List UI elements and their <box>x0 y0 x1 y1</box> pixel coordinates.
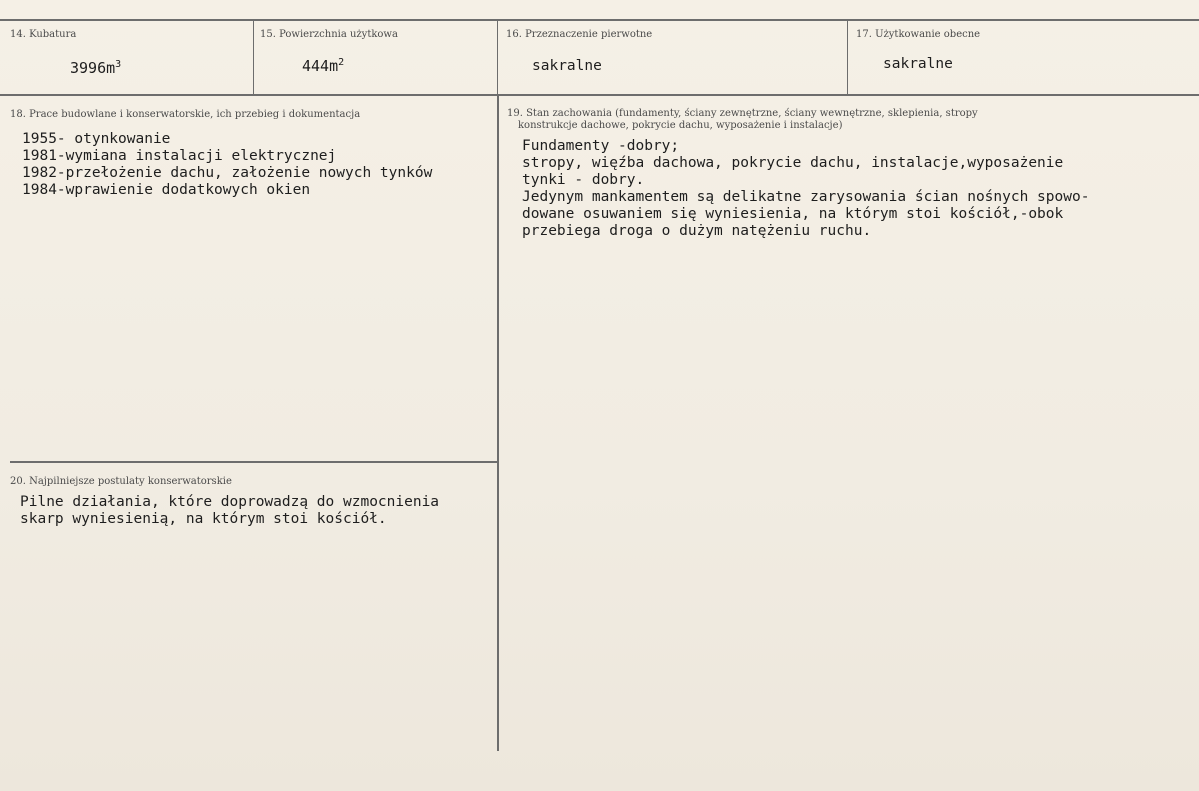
col-divider-14-15 <box>253 20 254 95</box>
kubatura-number: 3996m <box>70 59 116 77</box>
field-16-value: sakralne <box>532 58 602 74</box>
field-19-label-line-1: 19. Stan zachowania (fundamenty, ściany zewnętrzne, ściany wewnętrzne, sklepienia, stropy <box>507 108 978 119</box>
field-20-label: 20. Najpilniejsze postulaty konserwatorskie <box>10 476 232 487</box>
col-divider-main <box>497 95 499 751</box>
field-18-line-4: 1984-wprawienie dodatkowych okien <box>22 182 311 198</box>
field-19-line-2: stropy, więźba dachowa, pokrycie dachu, instalacje,wyposażenie <box>522 155 1064 171</box>
field-19-line-6: przebiega droga o dużym natężeniu ruchu. <box>522 223 872 239</box>
field-19-label-line-2: konstrukcje dachowe, pokrycie dachu, wyposażenie i instalacje) <box>518 120 843 131</box>
powierzchnia-number: 444m <box>302 57 339 75</box>
field-20-line-2: skarp wyniesienią, na którym stoi kościół. <box>20 511 387 527</box>
section-20-divider-line <box>10 461 498 463</box>
col-divider-16-17 <box>847 20 848 95</box>
row-divider-line <box>0 94 1199 96</box>
field-15-value <box>302 58 344 75</box>
field-16-label: 16. Przeznaczenie pierwotne <box>506 29 653 40</box>
powierzchnia-exponent: 2 <box>338 57 345 68</box>
field-17-value: sakralne <box>883 56 953 72</box>
field-19-line-1: Fundamenty -dobry; <box>522 138 680 154</box>
col-divider-15-16 <box>497 20 498 95</box>
field-14-label: 14. Kubatura <box>10 29 77 40</box>
kubatura-exponent: 3 <box>115 59 122 70</box>
field-18-label: 18. Prace budowlane i konserwatorskie, ich przebieg i dokumentacja <box>10 109 361 120</box>
field-20-line-1: Pilne działania, które doprowadzą do wzmocnienia <box>20 494 440 510</box>
field-15-label: 15. Powierzchnia użytkowa <box>260 29 398 40</box>
field-18-line-3: 1982-przełożenie dachu, założenie nowych tynków <box>22 165 433 181</box>
field-14-value <box>70 60 121 77</box>
field-19-line-3: tynki - dobry. <box>522 172 645 188</box>
field-18-line-1: 1955- otynkowanie <box>22 131 171 147</box>
top-border-line <box>0 19 1199 21</box>
field-19-line-5: dowane osuwaniem się wyniesienia, na którym stoi kościół,-obok <box>522 206 1064 222</box>
field-18-line-2: 1981-wymiana instalacji elektrycznej <box>22 148 337 164</box>
field-17-label: 17. Użytkowanie obecne <box>856 29 981 40</box>
field-19-line-4: Jedynym mankamentem są delikatne zarysowania ścian nośnych spowo- <box>522 189 1090 205</box>
